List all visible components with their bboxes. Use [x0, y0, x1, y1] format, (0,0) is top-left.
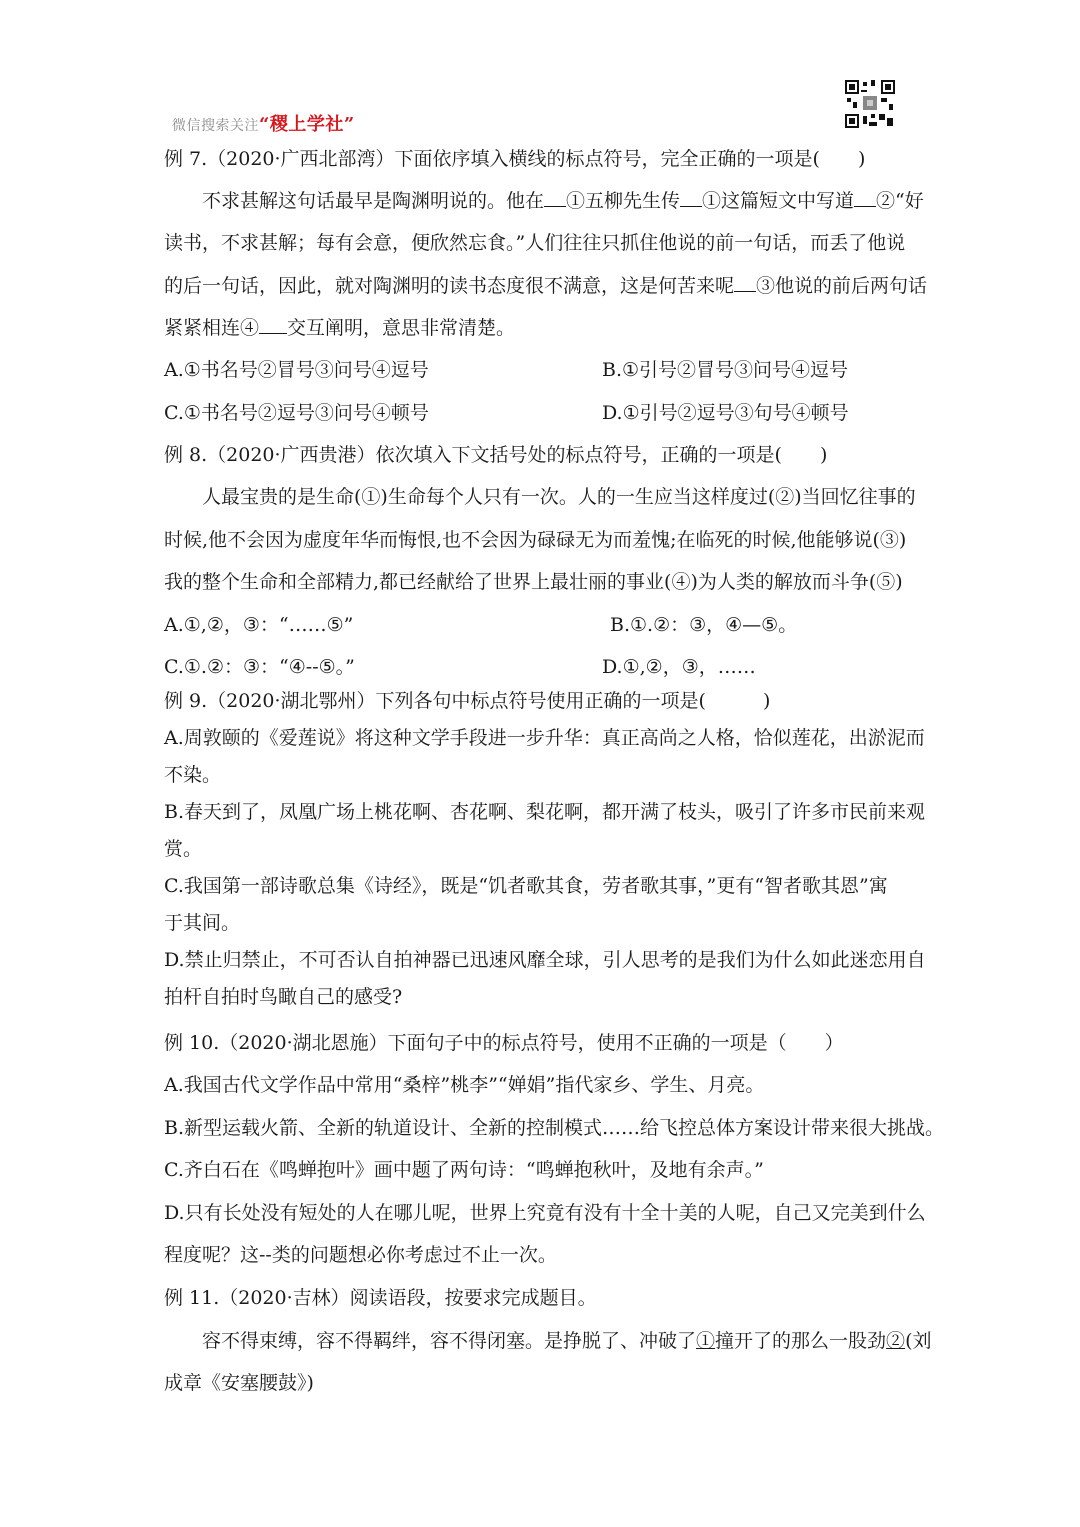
- follow-prefix: 微信搜索关注: [172, 118, 259, 134]
- q10-stem: 例 10.（2020·湖北恩施）下面句子中的标点符号，使用不正确的一项是（ ）: [164, 1032, 844, 1054]
- blank: [680, 190, 702, 207]
- q9-stem: 例 9.（2020·湖北鄂州）下列各句中标点符号使用正确的一项是( ): [164, 690, 771, 712]
- q10-option-a: A.我国古代文学作品中常用“桑梓”桃李”“婵娟”指代家乡、学生、月亮。: [164, 1074, 765, 1096]
- brand-name: “稷上学社”: [259, 114, 355, 135]
- q8-option-c: C.①.②：③：“④--⑤。”: [164, 656, 355, 678]
- q9-option-a-line-1: A.周敦颐的《爱莲说》将这种文学手段进一步升华：真正高尚之人格，恰似莲花，出淤泥而: [164, 727, 925, 749]
- q9-option-b-line-2: 赏。: [164, 838, 203, 860]
- q9-option-c-line-1: C.我国第一部诗歌总集《诗经》，既是“饥者歌其食，劳者歌其事，”更有“智者歌其恩”寓: [164, 875, 888, 897]
- blank: [734, 275, 756, 292]
- blank: [854, 190, 876, 207]
- wechat-follow-note: [172, 110, 355, 136]
- q9-option-c-line-2: 于其间。: [164, 912, 241, 934]
- q10-option-b: B.新型运载火箭、全新的轨道设计、全新的控制模式……给飞控总体方案设计带来很大挑战。: [164, 1117, 945, 1139]
- q7-option-d: D.①引号②逗号③句号④顿号: [602, 402, 849, 424]
- q7-passage-line-4: [164, 315, 924, 341]
- q11-passage-line-1: [202, 1328, 962, 1354]
- q7-p1a: 不求甚解这句话最早是陶渊明说的。他在: [202, 190, 545, 212]
- q7-option-a: A.①书名号②冒号③问号④逗号: [164, 359, 429, 381]
- q10-option-d-line-1: D.只有长处没有短处的人在哪儿呢，世界上究竟有没有十全十美的人呢，自己又完美到什么: [164, 1202, 926, 1224]
- q9-option-a-line-2: 不染。: [164, 764, 222, 786]
- blank: [544, 190, 566, 207]
- q7-p4b: 交互阐明，意思非常清楚。: [287, 317, 516, 339]
- q11-p1c: (刘: [905, 1330, 932, 1352]
- q7-p1c: ①这篇短文中写道: [702, 190, 855, 212]
- q7-stem: 例 7.（2020·广西北部湾）下面依序填入横线的标点符号，完全正确的一项是( ): [164, 148, 866, 170]
- q7-option-c: C.①书名号②逗号③问号④顿号: [164, 402, 429, 424]
- q7-passage-line-2: 读书，不求甚解；每有会意，便欣然忘食。”人们往往只抓住他说的前一句话，而丢了他说: [164, 232, 906, 254]
- q8-passage-line-2: 时候,他不会因为虚度年华而悔恨,也不会因为碌碌无为而羞愧;在临死的时候,他能够说(③): [164, 529, 907, 551]
- q11-marker-1: ①: [696, 1330, 716, 1352]
- q8-option-a: A.①,②，③：“……⑤”: [164, 614, 354, 636]
- q9-option-d-line-1: D.禁止归禁止，不可否认自拍神器已迅速风靡全球，引人思考的是我们为什么如此迷恋用自: [164, 949, 926, 971]
- q7-p1b: ①五柳先生传: [566, 190, 681, 212]
- q9-option-d-line-2: 拍杆自拍时鸟瞰自己的感受?: [164, 986, 403, 1008]
- q11-p1a: 容不得束缚，容不得羁绊，容不得闭塞。是挣脱了、冲破了: [202, 1330, 697, 1352]
- q7-passage-line-1: [202, 188, 962, 214]
- q8-passage-line-3: 我的整个生命和全部精力,都已经献给了世界上最壮丽的事业(④)为人类的解放而斗争(⑤): [164, 571, 903, 593]
- q8-option-d: D.①,②，③，……: [602, 656, 756, 678]
- qr-code-icon: [845, 80, 895, 128]
- q9-option-b-line-1: B.春天到了，凤凰广场上桃花啊、杏花啊、梨花啊，都开满了枝头，吸引了许多市民前来观: [164, 801, 926, 823]
- q11-stem: 例 11.（2020·吉林）阅读语段，按要求完成题目。: [164, 1287, 597, 1309]
- q8-option-b: B.①.②：③，④—⑤。: [610, 614, 798, 636]
- q11-marker-2: ②: [886, 1330, 906, 1352]
- q8-stem: 例 8.（2020·广西贵港）依次填入下文括号处的标点符号，正确的一项是( ): [164, 444, 828, 466]
- q7-p4a: 紧紧相连④: [164, 317, 260, 339]
- q11-p1b: 撞开了的那么一股劲: [715, 1330, 887, 1352]
- q11-passage-line-2: 成章《安塞腰鼓》): [164, 1372, 314, 1394]
- q7-p3b: ③他说的前后两句话: [756, 275, 928, 297]
- q7-p1d: ②“好: [876, 190, 924, 212]
- q8-passage-line-1: 人最宝贵的是生命(①)生命每个人只有一次。人的一生应当这样度过(②)当回忆往事的: [202, 486, 916, 508]
- blank: [259, 317, 287, 334]
- q7-option-b: B.①引号②冒号③问号④逗号: [602, 359, 849, 381]
- q7-p3a: 的后一句话，因此，就对陶渊明的读书态度很不满意，这是何苦来呢: [164, 275, 735, 297]
- q10-option-c: C.齐白石在《鸣蝉抱叶》画中题了两句诗：“鸣蝉抱秋叶，及地有余声。”: [164, 1159, 764, 1181]
- q7-passage-line-3: [164, 273, 928, 299]
- q10-option-d-line-2: 程度呢？这--类的问题想必你考虑过不止一次。: [164, 1244, 557, 1266]
